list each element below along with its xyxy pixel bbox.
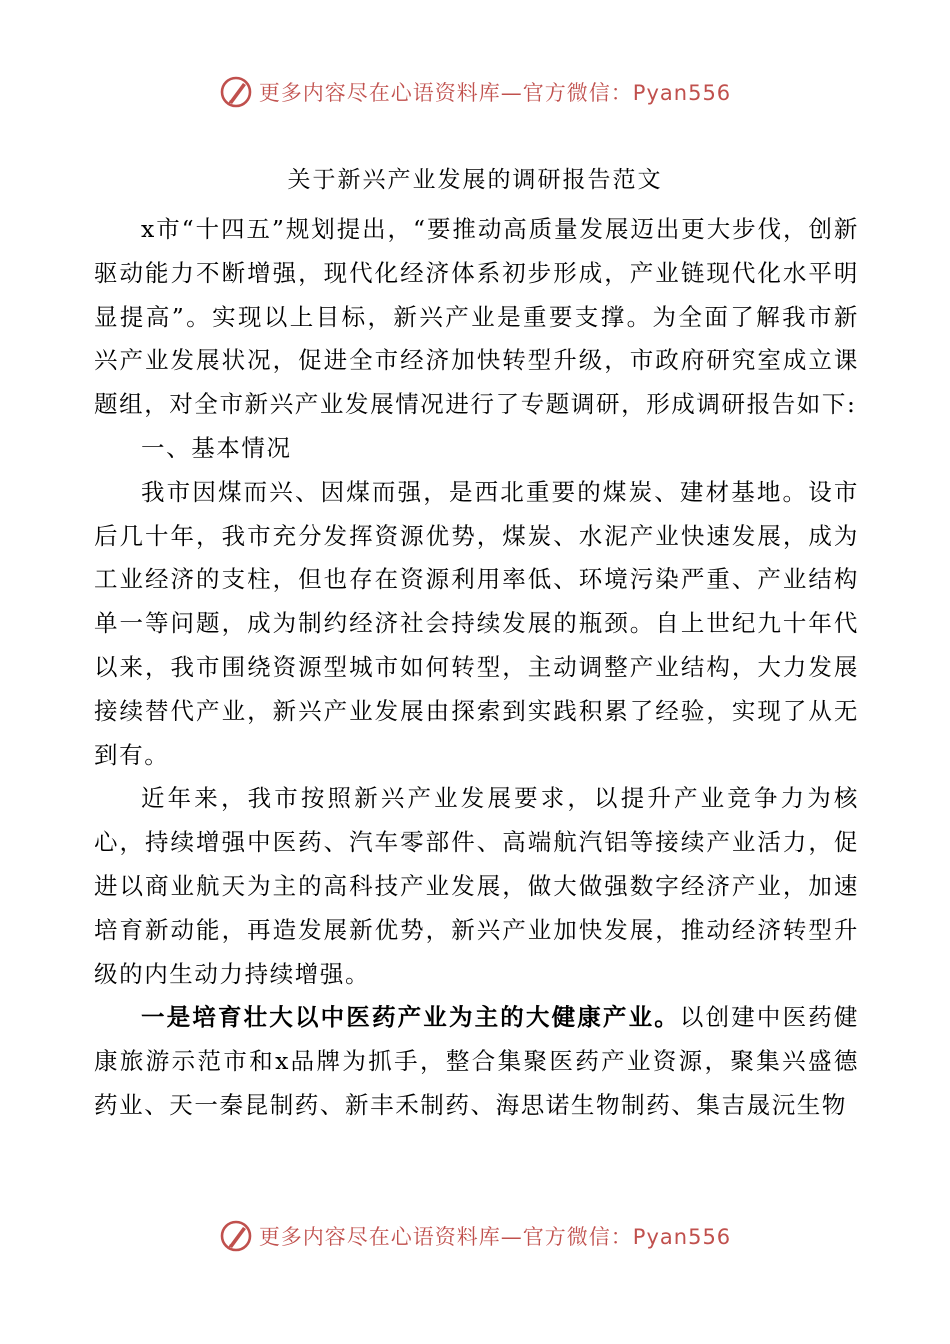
paragraph-rest: 以创建中医药健康旅游示范市和x品牌为抓手，整合集聚医药产业资源，聚集兴盛德药业、天一秦昆制药、新丰禾制药、海思诺生物制药、集吉晟沅生物	[94, 1003, 859, 1119]
header-banner-text: 更多内容尽在心语资料库—官方微信：Pyan556	[258, 81, 732, 105]
header-banner	[0, 72, 950, 112]
footer-banner-text: 更多内容尽在心语资料库—官方微信：Pyan556	[258, 1225, 732, 1249]
paragraph-health-industry	[94, 996, 859, 1127]
paragraph-intro: x市“十四五”规划提出，“要推动高质量发展迈出更大步伐，创新驱动能力不断增强，现代化经济体系初步形成，产业链现代化水平明显提高”。实现以上目标，新兴产业是重要支撑。为全面了解我市新兴产业发展状况，促进全市经济加快转型升级，市政府研究室成立课题组，对全市新兴产业发展情况进行了专题调研，形成调研报告如下:	[94, 215, 859, 419]
paragraph-background: 我市因煤而兴、因煤而强，是西北重要的煤炭、建材基地。设市后几十年，我市充分发挥资源优势，煤炭、水泥产业快速发展，成为工业经济的支柱，但也存在资源利用率低、环境污染严重、产业结构单一等问题，成为制约经济社会持续发展的瓶颈。自上世纪九十年代以来，我市围绕资源型城市如何转型，主动调整产业结构，大力发展接续替代产业，新兴产业发展由探索到实践积累了经验，实现了从无到有。	[94, 477, 859, 769]
pen-circle-logo-icon	[219, 75, 253, 109]
footer-banner	[0, 1216, 950, 1256]
pen-circle-logo-icon	[219, 1219, 253, 1253]
document-title: 关于新兴产业发展的调研报告范文	[287, 167, 663, 193]
section-heading-basic: 一、基本情况	[141, 433, 292, 462]
paragraph-bold-lead: 一是培育壮大以中医药产业为主的大健康产业。	[141, 1003, 680, 1032]
paragraph-recent-years: 近年来，我市按照新兴产业发展要求，以提升产业竞争力为核心，持续增强中医药、汽车零部件、高端航汽铝等接续产业活力，促进以商业航天为主的高科技产业发展，做大做强数字经济产业，加速培育新动能，再造发展新优势，新兴产业加快发展，推动经济转型升级的内生动力持续增强。	[94, 784, 859, 988]
document-body	[94, 208, 859, 1128]
